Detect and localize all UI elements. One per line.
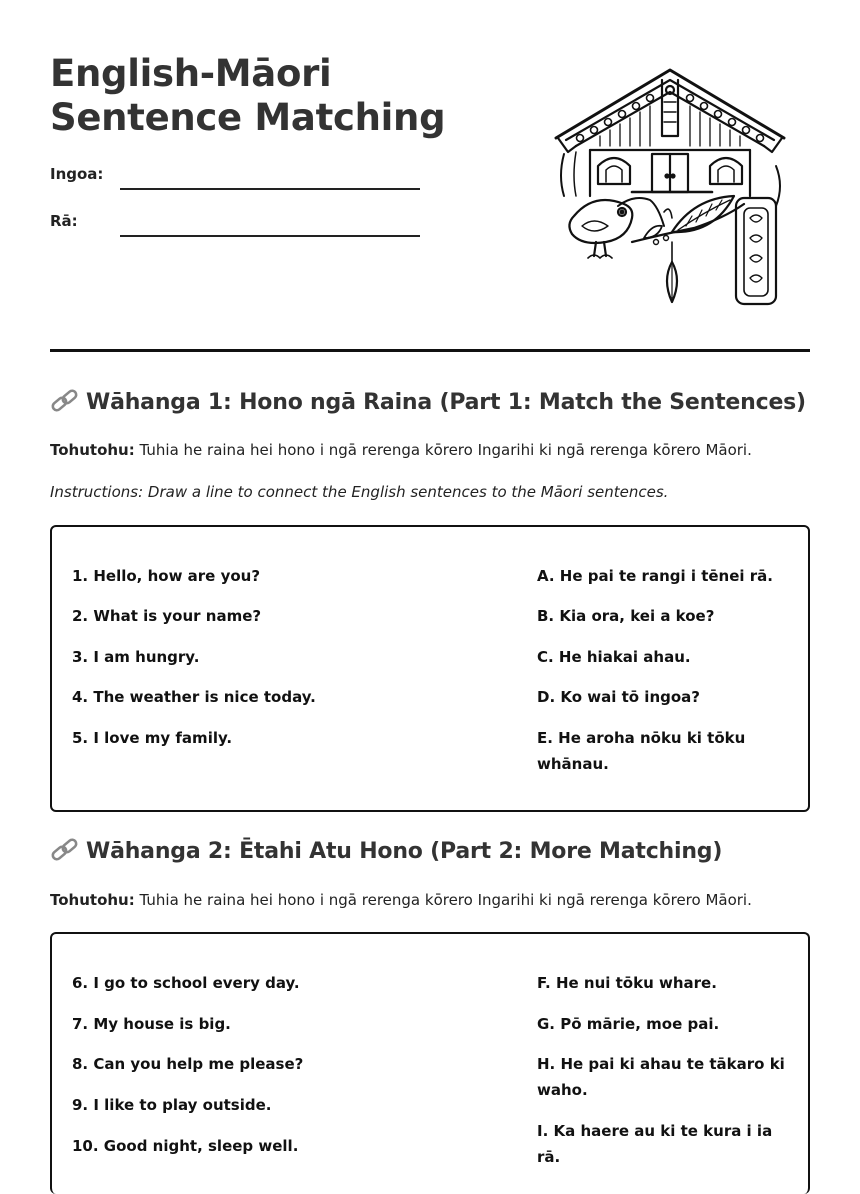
english-sentence: 9. I like to play outside. <box>72 1096 272 1114</box>
english-sentence: 7. My house is big. <box>72 1015 231 1033</box>
maori-sentence: H. He pai ki ahau te tākaro ki waho. <box>537 1055 785 1099</box>
page-title: English-Māori Sentence Matching <box>50 52 446 139</box>
part1-instruction-label: Tohutohu: <box>50 441 135 459</box>
maori-sentence: C. He hiakai ahau. <box>537 648 691 666</box>
part1-instruction-english: Instructions: Draw a line to connect the English sentences to the Māori sentences. <box>50 483 669 501</box>
english-sentence: 4. The weather is nice today. <box>72 688 316 706</box>
name-label: Ingoa: <box>50 165 104 183</box>
part1-heading <box>50 389 806 415</box>
link-icon <box>50 838 80 862</box>
name-field <box>50 165 420 189</box>
maori-sentence: B. Kia ora, kei a koe? <box>537 607 715 625</box>
maori-sentence: F. He nui tōku whare. <box>537 974 717 992</box>
english-sentence: 1. Hello, how are you? <box>72 567 261 585</box>
date-write-line <box>120 235 420 237</box>
part1-instruction-text: Tuhia he raina hei hono i ngā rerenga kōrero Ingarihi ki ngā rerenga kōrero Māori. <box>134 441 752 459</box>
part2-heading <box>50 838 722 864</box>
maori-sentence: I. Ka haere au ki te kura i ia rā. <box>537 1122 773 1166</box>
date-label: Rā: <box>50 212 78 230</box>
name-write-line <box>120 188 420 190</box>
part2-heading-text: Wāhanga 2: Ētahi Atu Hono (Part 2: More Matching) <box>86 839 723 864</box>
part2-matching-box <box>50 932 810 1194</box>
part1-instruction <box>50 441 752 459</box>
english-sentence: 5. I love my family. <box>72 729 233 747</box>
wharenui-illustration <box>554 66 786 308</box>
part2-instruction <box>50 891 752 909</box>
part2-instruction-text: Tuhia he raina hei hono i ngā rerenga kōrero Ingarihi ki ngā rerenga kōrero Māori. <box>134 891 752 909</box>
english-sentence: 2. What is your name? <box>72 607 262 625</box>
link-icon <box>50 389 80 413</box>
english-sentence: 6. I go to school every day. <box>72 974 300 992</box>
maori-sentence: E. He aroha nōku ki tōku whānau. <box>537 729 746 773</box>
date-field <box>50 212 420 236</box>
part1-matching-box <box>50 525 810 812</box>
english-sentence: 3. I am hungry. <box>72 648 200 666</box>
maori-sentence: D. Ko wai tō ingoa? <box>537 688 700 706</box>
maori-sentence: A. He pai te rangi i tēnei rā. <box>537 567 773 585</box>
part2-instruction-label: Tohutohu: <box>50 891 135 909</box>
header-divider <box>50 349 810 352</box>
english-sentence: 8. Can you help me please? <box>72 1055 304 1073</box>
maori-sentence: G. Pō mārie, moe pai. <box>537 1015 720 1033</box>
english-sentence: 10. Good night, sleep well. <box>72 1137 299 1155</box>
part1-heading-text: Wāhanga 1: Hono ngā Raina (Part 1: Match the Sentences) <box>86 390 806 415</box>
